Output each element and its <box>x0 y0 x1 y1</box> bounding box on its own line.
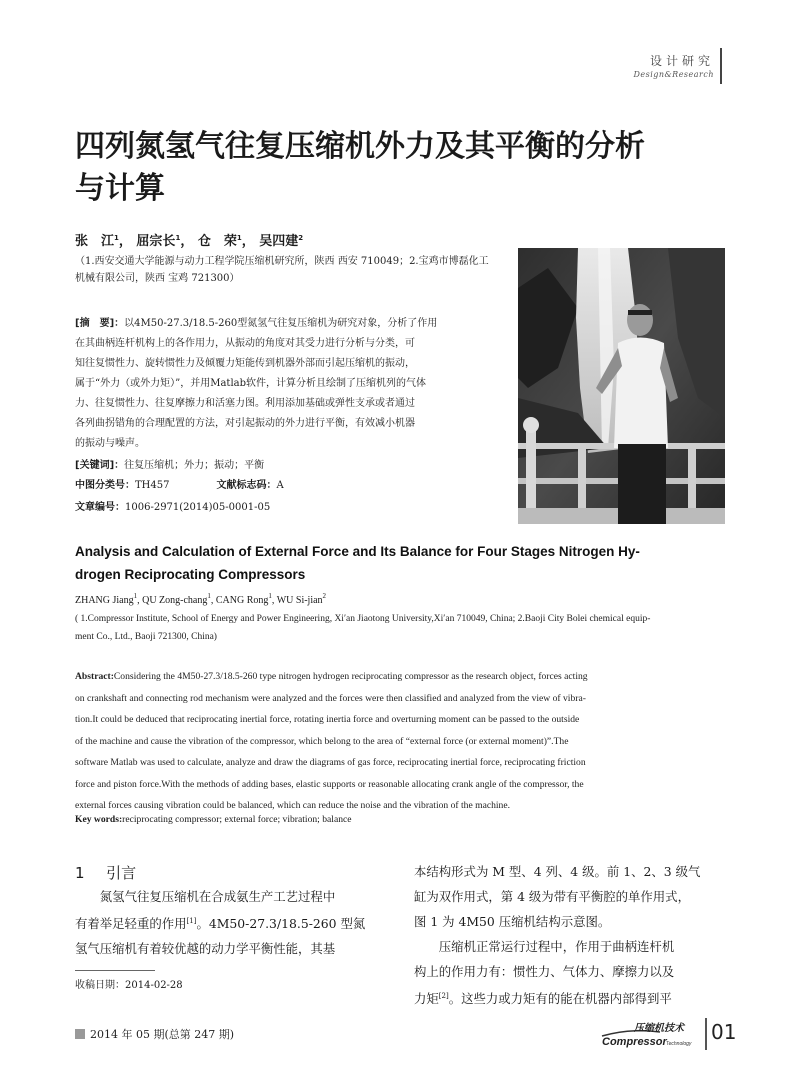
abstract-en-line-1: Considering the 4M50-27.3/18.5-260 type nitrogen hydrogen reciprocating compressor as the research object, forces acting <box>113 671 588 682</box>
title-cn-line-1: 四列氮氢气往复压缩机外力及其平衡的分析 <box>75 129 645 164</box>
body-right-line-6: 力矩 <box>414 991 439 1006</box>
authors-cn: 张 江$^1$， 屈宗长$^1$， 仓 荣$^1$， 吴四建$^2$ <box>75 234 304 249</box>
abstract-cn <box>75 314 507 454</box>
logo-cn-text: 压缩机技术 <box>634 1023 684 1034</box>
body-right-line-6b: 。这些力或力矩有的能在机器内部得到平 <box>448 991 672 1006</box>
received-value: 2014-02-28 <box>125 980 183 991</box>
doc-code-value: A <box>276 480 284 491</box>
logo-en-text: Compressor <box>602 1036 667 1048</box>
body-right-line-4: 压缩机正常运行过程中，作用于曲柄连杆机 <box>438 939 675 954</box>
author-en-4-sup: 2 <box>322 592 327 600</box>
affiliation-en <box>75 610 725 646</box>
body-right-line-1: 本结构形式为 M 型、4 列、4 级。前 1、2、3 级气 <box>414 864 701 879</box>
author-cn-3-sup: 1 <box>236 234 242 242</box>
abstract-cn-label: [摘 要]： <box>75 318 125 329</box>
abstract-en <box>75 666 725 817</box>
author-en-1: ZHANG Jiang <box>75 595 134 606</box>
abstract-cn-line-2: 在其曲柄连杆机构上的各作用力，从振动的角度对其受力进行分析与分类，可 <box>75 338 415 349</box>
page-number: 01 <box>711 1020 737 1044</box>
affiliation-cn-line-1: （1.西安交通大学能源与动力工程学院压缩机研究所，陕西 西安 710049；2.宝鸡市博磊化工 <box>75 256 489 267</box>
affiliation-en-line-2: ment Co., Ltd., Baoji 721300, China) <box>75 632 217 642</box>
abstract-en-line-6: force and piston force.With the methods of adding bases, elastic supports or reasonable allocating crank angle of the compressor, the <box>75 778 584 790</box>
abstract-cn-line-3: 知往复惯性力、旋转惯性力及倾覆力矩能传到机器外部而引起压缩机的振动， <box>75 358 415 369</box>
author-photo <box>518 248 725 524</box>
author-en-3-sup: 1 <box>268 592 272 600</box>
keywords-cn-value: 往复压缩机；外力；振动；平衡 <box>124 460 265 471</box>
author-cn-1: 张 江 <box>75 234 115 249</box>
section-number: 1 <box>75 864 85 882</box>
article-title-cn <box>75 126 735 210</box>
classification-row <box>75 476 284 491</box>
footer-square-icon <box>75 1029 85 1039</box>
footer-divider <box>705 1018 707 1050</box>
abstract-en-line-7: external forces causing vibration could be balanced, which can reduce the noise and the vibration of the machine. <box>75 800 511 811</box>
author-en-2-sup: 1 <box>207 592 211 600</box>
title-cn-line-2: 与计算 <box>75 171 165 206</box>
citation-1: [1] <box>186 917 197 925</box>
author-en-4: WU Si-jian <box>276 595 323 606</box>
article-no-label: 文章编号： <box>75 502 125 513</box>
footnote-rule <box>75 970 155 971</box>
abstract-cn-line-7: 的振动与噪声。 <box>75 438 145 449</box>
body-left-line-2: 有着举足轻重的作用 <box>75 916 187 931</box>
journal-section-cn: 设计研究 <box>649 54 714 68</box>
journal-section-en: Design&Research <box>633 70 714 79</box>
footer-issue: 2014 年 05 期(总第 247 期) <box>90 1028 235 1041</box>
abstract-en-line-3: tion.It could be deduced that reciprocating inertial force, rotating inertia force and overturning moment can be passed to the outside <box>75 714 580 725</box>
abstract-en-line-5: software Matlab was used to calculate, analyze and draw the diagrams of gas force, reciprocating inertial force, reciprocating friction <box>75 757 586 768</box>
body-column-right <box>414 859 726 1011</box>
abstract-cn-line-4: 属于“外力（或外力矩）”，并用Matlab软件，计算分析且绘制了压缩机列的气体 <box>75 378 427 389</box>
affiliation-cn <box>75 253 507 287</box>
clc-value: TH457 <box>135 480 170 491</box>
title-en-line-1: Analysis and Calculation of External Force and Its Balance for Four Stages Nitrogen Hy- <box>75 544 640 559</box>
body-left-line-2b: 。4M50-27.3/18.5-260 型氮 <box>196 916 366 931</box>
keywords-en-value: reciprocating compressor; external force; vibration; balance <box>122 814 352 825</box>
section-heading <box>75 862 136 883</box>
doc-code-label: 文献标志码： <box>216 480 277 491</box>
abstract-cn-line-6: 各列曲拐错角的合理配置的方法，对引起振动的外力进行平衡，有效减小机器 <box>75 418 415 429</box>
body-right-line-5: 构上的作用力有：惯性力、气体力、摩擦力以及 <box>414 964 675 979</box>
author-cn-1-sup: 1 <box>114 234 119 242</box>
citation-2: [2] <box>438 992 449 1000</box>
body-right-line-2: 缸为双作用式，第 4 级为带有平衡腔的单作用式， <box>414 889 690 904</box>
abstract-cn-line-5: 力、往复惯性力、往复摩擦力和活塞力图。利用添加基础或弹性支承或者通过 <box>75 398 415 409</box>
author-en-3: CANG Rong <box>215 595 269 606</box>
author-photo-illustration <box>518 248 725 524</box>
keywords-cn <box>75 456 507 476</box>
author-cn-2: 屈宗长 <box>136 234 176 249</box>
abstract-en-line-2: on crankshaft and connecting rod mechanism were analyzed and the forces were then classified and analyzed from the view of vibra- <box>75 692 586 704</box>
author-en-2: QU Zong-chang <box>142 595 208 606</box>
section-title: 引言 <box>106 864 137 882</box>
keywords-cn-label: [关键词]： <box>75 460 125 471</box>
author-cn-2-sup: 1 <box>175 234 181 242</box>
body-left-line-3: 氢气压缩机有着较优越的动力学平衡性能，其基 <box>75 941 336 956</box>
body-column-left <box>75 884 393 961</box>
abstract-cn-line-1: 以4M50-27.3/18.5-260型氮氢气往复压缩机为研究对象，分析了作用 <box>124 318 438 329</box>
author-cn-4: 吴四建 <box>259 234 299 249</box>
title-en-line-2: drogen Reciprocating Compressors <box>75 567 306 582</box>
article-title-en <box>75 540 725 586</box>
received-label: 收稿日期： <box>75 980 125 991</box>
author-cn-4-sup: 2 <box>298 234 304 242</box>
article-number-row <box>75 498 270 513</box>
journal-logo <box>600 1020 702 1050</box>
article-no-value: 1006-2971(2014)05-0001-05 <box>125 502 271 513</box>
author-cn-3: 仓 荣 <box>197 234 237 249</box>
body-right-line-3: 图 1 为 4M50 压缩机结构示意图。 <box>414 914 611 929</box>
abstract-en-line-4: of the machine and cause the vibration of the compressor, which belong to the area of “external force (or external moment)”.The <box>75 735 569 747</box>
keywords-en-label: Key words: <box>75 814 123 825</box>
affiliation-cn-line-2: 机械有限公司，陕西 宝鸡 721300） <box>75 273 240 284</box>
logo-en-small-text: Technology <box>666 1041 692 1047</box>
journal-logo-graphic <box>600 1020 702 1050</box>
affiliation-en-line-1: ( 1.Compressor Institute, School of Energy and Power Engineering, Xi′an Jiaotong University,Xi′an 710049, China; 2.Baoji City Bolei chemical equip- <box>75 614 651 624</box>
clc-label: 中图分类号： <box>75 480 135 491</box>
body-left-line-1: 氮氢气往复压缩机在合成氨生产工艺过程中 <box>99 889 336 904</box>
abstract-en-label: Abstract: <box>75 671 114 682</box>
received-date <box>75 976 183 991</box>
header-divider <box>720 48 722 84</box>
authors-en: ZHANG Jiang$^1$, QU Zong-chang$^1$, CANG Rong$^1$, WU Si-jian$^2$ <box>75 592 327 606</box>
author-en-1-sup: 1 <box>133 592 138 600</box>
keywords-en <box>75 814 352 825</box>
